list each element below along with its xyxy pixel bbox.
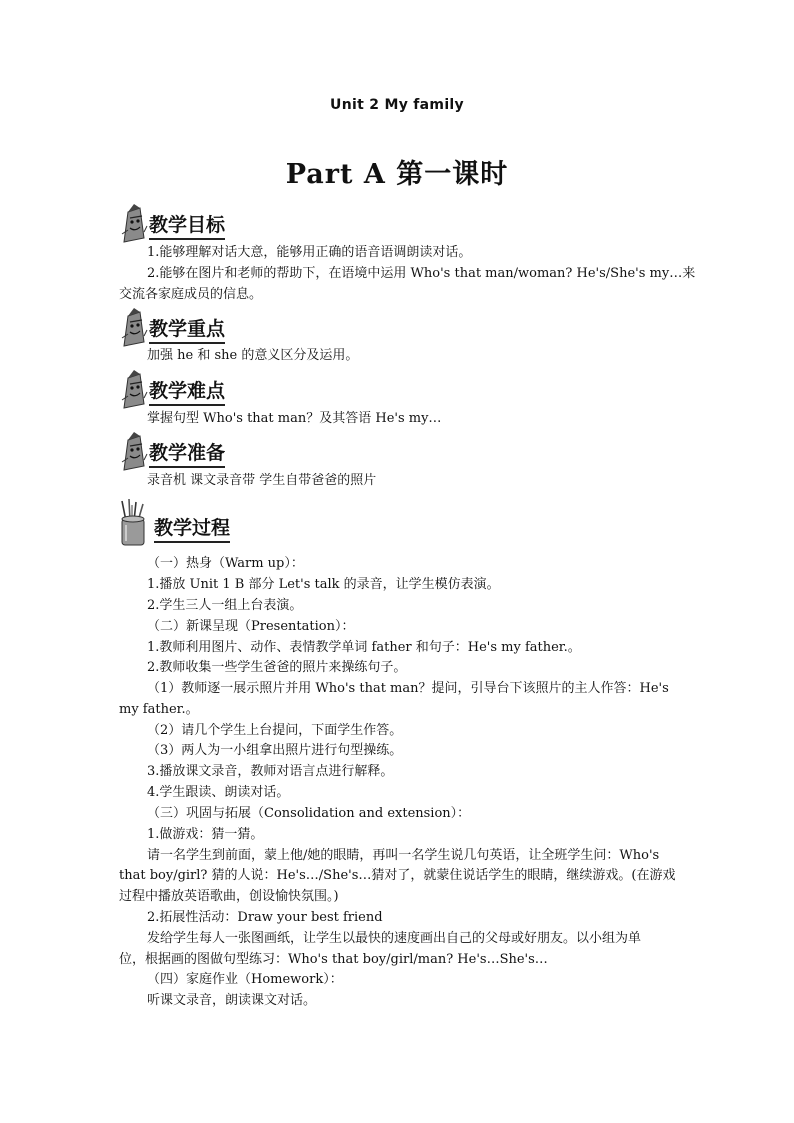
section-difficulties-title: 教学难点 (149, 376, 225, 406)
process-line-6: 2.教师收集一些学生爸爸的照片来操练句子。 (147, 660, 407, 675)
difficulties-line-1: 掌握句型 Who's that man？及其答语 He's my… (147, 411, 442, 426)
preparation-line-1: 录音机 课文录音带 学生自带爸爸的照片 (147, 473, 377, 488)
section-process-title: 教学过程 (154, 513, 230, 543)
pencil-figure-icon (118, 370, 148, 410)
section-objectives-title: 教学目标 (149, 210, 225, 240)
process-line-4: （二）新课呈现（Presentation）： (147, 619, 355, 634)
process-line-17: 过程中播放英语歌曲，创设愉快氛围。) (119, 889, 339, 904)
process-line-8: my father.。 (119, 702, 199, 717)
process-line-9: （2）请几个学生上台提问，下面学生作答。 (147, 723, 403, 738)
section-key-points-title: 教学重点 (149, 314, 225, 344)
process-line-10: （3）两人为一小组拿出照片进行句型操练。 (147, 743, 403, 758)
process-line-5: 1.教师利用图片、动作、表情教学单词 father 和句子：He's my father.。 (147, 640, 581, 655)
section-preparation-title: 教学准备 (149, 438, 225, 468)
process-line-13: （三）巩固与拓展（Consolidation and extension）： (147, 806, 471, 821)
process-line-15: 请一名学生到前面，蒙上他/她的眼睛，再叫一名学生说几句英语，让全班学生问：Who's (147, 848, 660, 863)
objectives-line-2: 2.能够在图片和老师的帮助下，在语境中运用 Who's that man/woman? He's/She's my…来 (147, 266, 696, 281)
process-line-1: （一）热身（Warm up）： (147, 556, 304, 571)
process-line-18: 2.拓展性活动：Draw your best friend (147, 910, 383, 925)
process-line-20: 位，根据画的图做句型练习：Who's that boy/girl/man? He's…She's… (119, 952, 548, 967)
unit-title: Unit 2 My family (330, 97, 464, 113)
part-title: Part A 第一课时 (285, 159, 509, 190)
pencil-figure-icon (118, 432, 148, 472)
process-line-7: （1）教师逐一展示照片并用 Who's that man？提问，引导台下该照片的主人作答：He's (147, 681, 669, 696)
pencil-figure-icon (118, 308, 148, 348)
objectives-line-1: 1.能够理解对话大意，能够用正确的语音语调朗读对话。 (147, 245, 472, 260)
process-line-19: 发给学生每人一张图画纸，让学生以最快的速度画出自己的父母或好朋友。以小组为单 (147, 931, 642, 946)
process-line-16: that boy/girl? 猜的人说：He's…/She's…猜对了，就蒙住说话学生的眼睛，继续游戏。(在游戏 (119, 868, 676, 883)
key-points-line-1: 加强 he 和 she 的意义区分及运用。 (147, 348, 359, 363)
process-line-22: 听课文录音，朗读课文对话。 (147, 993, 317, 1008)
process-line-12: 4.学生跟读、朗读对话。 (147, 785, 290, 800)
pencil-cup-icon (118, 499, 148, 547)
process-line-14: 1.做游戏：猜一猜。 (147, 827, 264, 842)
objectives-line-3: 交流各家庭成员的信息。 (119, 287, 263, 302)
process-line-11: 3.播放课文录音，教师对语言点进行解释。 (147, 764, 394, 779)
process-line-21: （四）家庭作业（Homework）： (147, 972, 343, 987)
process-line-3: 2.学生三人一组上台表演。 (147, 598, 303, 613)
pencil-figure-icon (118, 204, 148, 244)
process-line-2: 1.播放 Unit 1 B 部分 Let's talk 的录音，让学生模仿表演。 (147, 577, 500, 592)
